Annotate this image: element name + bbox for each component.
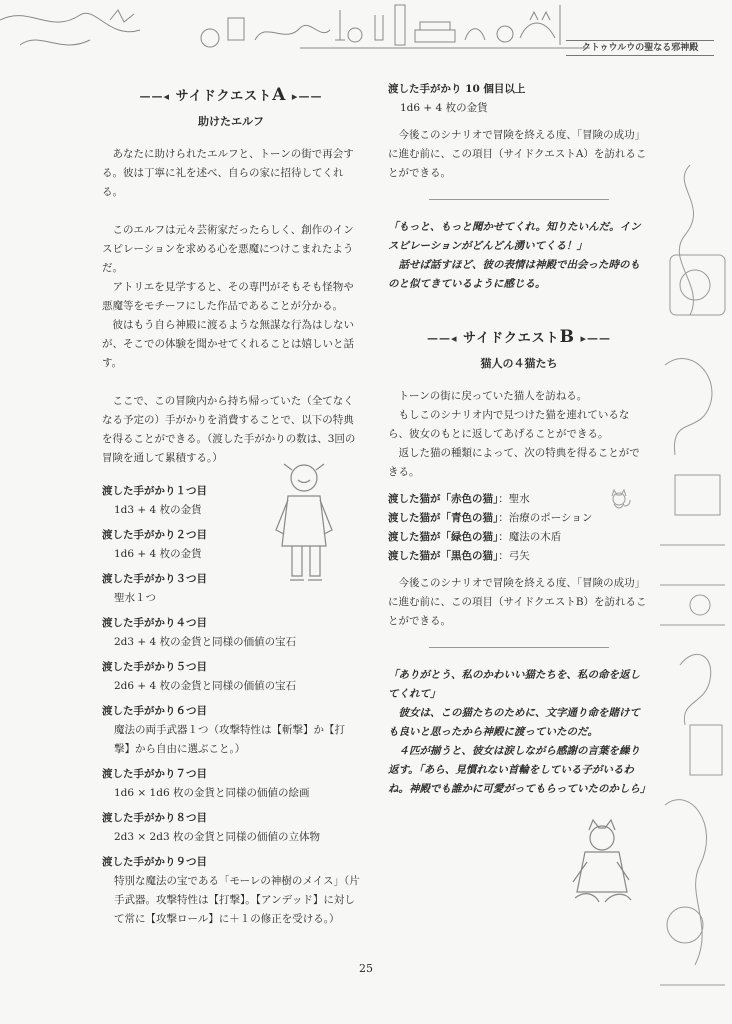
clue-reward: 2d3 × 2d3 枚の金貨と同様の価値の立体物 bbox=[114, 831, 320, 843]
cat-reward-row: 渡した猫が「黒色の猫」：弓矢 bbox=[388, 550, 530, 562]
clue-reward: 特別な魔法の宝である「モーレの神樹のメイス」（片手武器。攻撃特性は【打撃】。【アンデッド】に対して常に【攻撃ロール】に＋１の修正を受ける。） bbox=[114, 875, 360, 925]
clue-reward: 1d6 × 1d6 枚の金貨と同様の価値の絵画 bbox=[114, 787, 310, 799]
clue-item bbox=[102, 702, 360, 759]
right-column-illustration bbox=[650, 165, 732, 1024]
cat-reward-row: 渡した猫が「青色の猫」：治療のポーション bbox=[388, 512, 593, 524]
clue-reward: 聖水１つ bbox=[114, 592, 156, 604]
divider-rule bbox=[429, 199, 609, 200]
small-cat-illustration bbox=[604, 484, 634, 514]
clue-item bbox=[102, 809, 360, 847]
cat-owner-quote: 「ありがとう、私のかわいい猫たちを、私の命を返してくれて」 bbox=[388, 669, 640, 700]
side-quest-a-subtitle: 助けたエルフ bbox=[198, 115, 264, 128]
clue-title: 渡した手がかり７つ目 bbox=[102, 768, 207, 780]
elf-quote: 「もっと、もっと聞かせてくれ。知りたいんだ。インスピレーションがどんどん湧いてくる！」 bbox=[388, 221, 641, 252]
cat-owner-narration: 彼女は、この猫たちのために、文字通り命を賭けても良いと思ったから神殿に渡っていたのだ。 bbox=[388, 707, 640, 738]
clue-reward: 2d3 + 4 枚の金貨と同様の価値の宝石 bbox=[114, 636, 297, 648]
quest-a-paragraph-4: 彼はもう自ら神殿に渡るような無謀な行為はしないが、そこでの体験を聞かせてくれることは嬉しいと話す。 bbox=[102, 319, 354, 369]
clue-item bbox=[102, 853, 360, 929]
quest-b-closing: 今後このシナリオで冒険を終える度、「冒険の成功」に進む前に、この項目（サイドクエストB）を訪れることができる。 bbox=[388, 577, 647, 627]
quest-a-paragraph-5: ここで、この冒険内から持ち帰っていた（全てなくなる予定の）手がかりを消費することで、以下の特典を得ることができる。（渡した手がかりの数は、3回の冒険を通して累積する。） bbox=[102, 395, 356, 464]
clue-reward: 2d6 + 4 枚の金貨と同様の価値の宝石 bbox=[114, 680, 297, 692]
clue-reward: 1d6 + 4 枚の金貨 bbox=[400, 102, 488, 114]
clue-title: 渡した手がかり１つ目 bbox=[102, 485, 207, 497]
clue-reward: 魔法の両手武器１つ（攻撃特性は【斬撃】か【打撃】から自由に選ぶこと。） bbox=[114, 724, 345, 755]
clue-item bbox=[102, 614, 360, 652]
elf-illustration bbox=[266, 458, 342, 592]
clue-title: 渡した手がかり９つ目 bbox=[102, 856, 207, 868]
clue-title: 渡した手がかり８つ目 bbox=[102, 812, 207, 824]
top-border-illustration bbox=[0, 0, 732, 70]
cat-reward-row: 渡した猫が「緑色の猫」：魔法の木盾 bbox=[388, 531, 562, 543]
quest-b-paragraph-2: もしこのシナリオ内で見つけた猫を連れているなら、彼女のもとに返してあげることができる。 bbox=[388, 409, 630, 440]
clue-item bbox=[102, 765, 360, 803]
clue-title: 渡した手がかり 10 個目以上 bbox=[388, 83, 526, 95]
clue-item bbox=[102, 658, 360, 696]
clue-title: 渡した手がかり４つ目 bbox=[102, 617, 207, 629]
running-title: クトゥウルウの聖なる邪神殿 bbox=[566, 40, 714, 56]
quest-a-paragraph-1: あなたに助けられたエルフと、トーンの街で再会する。彼は丁寧に礼を述べ、自らの家に招待してくれる。 bbox=[102, 148, 354, 198]
page-number: 25 bbox=[359, 962, 373, 975]
clue-reward: 1d3 + 4 枚の金貨 bbox=[114, 504, 202, 516]
clue-reward: 1d6 + 4 枚の金貨 bbox=[114, 548, 202, 560]
side-quest-b-subtitle: 猫人の４猫たち bbox=[480, 357, 558, 370]
quest-a-paragraph-2: このエルフは元々芸術家だったらしく、創作のインスピレーションを求める心を悪魔につけこまれたようだ。 bbox=[102, 224, 354, 274]
cat-owner-quote-2: ４匹が揃うと、彼女は涙しながら感謝の言葉を繰り返す。「あら、見慣れない首輪をしている子がいるわね。神殿でも誰かに可愛がってもらっていたのかしら」 bbox=[388, 745, 651, 795]
elf-quote-narration: 話せば話すほど、彼の表情は神殿で出会った時のものと似てきているように感じる。 bbox=[388, 259, 640, 290]
clue-item-10 bbox=[388, 80, 650, 118]
clue-title: 渡した手がかり２つ目 bbox=[102, 529, 207, 541]
quest-a-paragraph-3: アトリエを見学すると、その専門がそもそも怪物や悪魔等をモチーフにした作品であることが分かる。 bbox=[102, 281, 354, 312]
quest-b-paragraph-3: 返した猫の種類によって、次の特典を得ることができる。 bbox=[388, 447, 640, 478]
divider-rule bbox=[429, 647, 609, 648]
side-quest-b-heading: ——◂ サイドクエストB ▸—— bbox=[426, 327, 612, 347]
clue-title: 渡した手がかり５つ目 bbox=[102, 661, 207, 673]
clue-title: 渡した手がかり６つ目 bbox=[102, 705, 207, 717]
quest-b-paragraph-1: トーンの街に戻っていた猫人を訪ねる。 bbox=[398, 390, 588, 402]
quest-a-closing: 今後このシナリオで冒険を終える度、「冒険の成功」に進む前に、この項目（サイドクエストA）を訪れることができる。 bbox=[388, 129, 647, 179]
side-quest-a-heading: ——◂ サイドクエストA ▸—— bbox=[139, 85, 323, 105]
cat-person-illustration bbox=[565, 818, 637, 910]
clue-title: 渡した手がかり３つ目 bbox=[102, 573, 207, 585]
right-column bbox=[388, 80, 650, 799]
cat-reward-row: 渡した猫が「赤色の猫」：聖水 bbox=[388, 493, 530, 505]
